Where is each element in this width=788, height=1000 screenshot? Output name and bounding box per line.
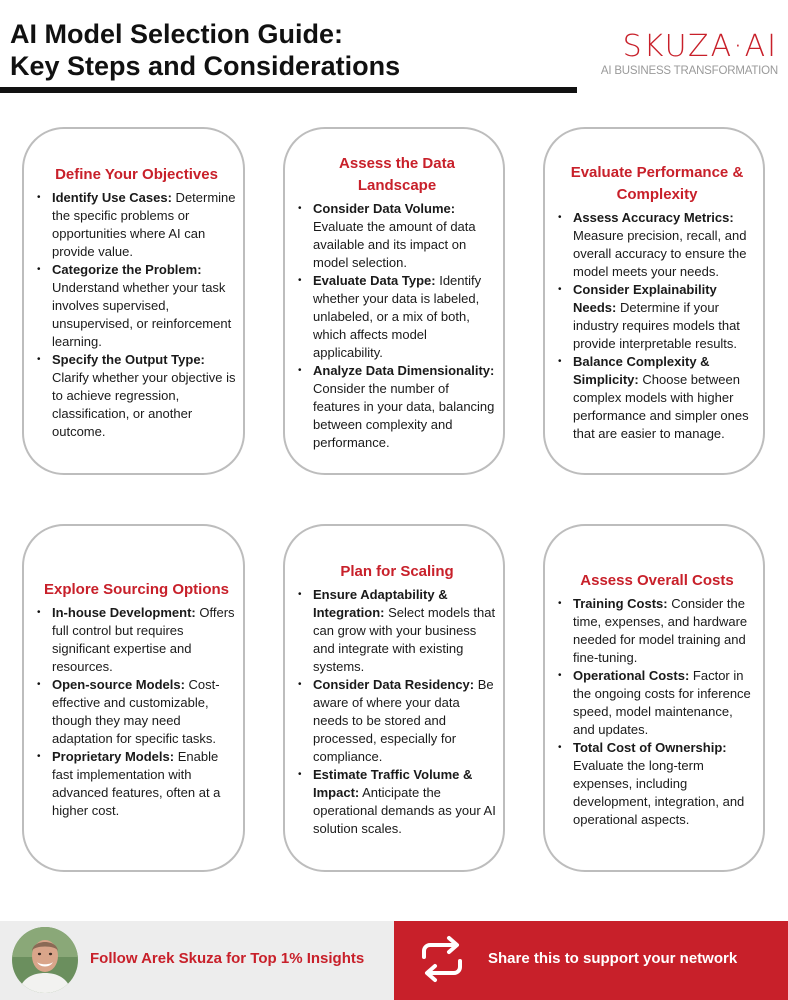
card-performance-complexity	[543, 127, 765, 475]
page-title-line-1: AI Model Selection Guide:	[10, 19, 344, 49]
list-item: • Consider Data Residency: Be aware of where your data needs to be stored and processed, especially for compliance.	[297, 676, 497, 766]
card-sourcing-options	[22, 524, 245, 872]
list-item: • Evaluate Data Type: Identify whether your data is labeled, unlabeled, or a mix of both, which affects model applicability.	[297, 272, 497, 362]
list-item: • Consider Data Volume: Evaluate the amount of data available and its impact on model selection.	[297, 200, 497, 272]
title-underline	[0, 87, 577, 93]
repost-arrows-icon[interactable]	[416, 933, 468, 985]
card-title: Assess the Data Landscape	[339, 155, 455, 194]
list-item: • Balance Complexity & Simplicity: Choose between complex models with higher performance and simpler ones that are easier to manage.	[557, 353, 757, 443]
card-list	[36, 604, 237, 820]
card-list	[297, 586, 497, 838]
card-define-objectives	[22, 127, 245, 475]
page-title	[10, 18, 570, 82]
list-item: • Operational Costs: Factor in the ongoing costs for inference speed, model maintenance, and updates.	[557, 667, 757, 739]
list-item: • Specify the Output Type: Clarify whether your objective is to achieve regression, classification, or another outcome.	[36, 351, 237, 441]
card-title: Explore Sourcing Options	[43, 581, 230, 598]
list-item: • Assess Accuracy Metrics: Measure precision, recall, and overall accuracy to ensure the model meets your needs.	[557, 209, 757, 281]
share-link[interactable]: Share this to support your network	[488, 950, 738, 967]
card-list	[557, 595, 757, 829]
avatar[interactable]	[12, 927, 78, 993]
card-title: Assess Overall Costs	[580, 572, 734, 589]
card-title: Evaluate Performance & Complexity	[570, 164, 744, 203]
list-item: • Ensure Adaptability & Integration: Select models that can grow with your business and integrate with existing systems.	[297, 586, 497, 676]
list-item: • In-house Development: Offers full control but requires significant expertise and resources.	[36, 604, 237, 676]
list-item: • Consider Explainability Needs: Determine if your industry requires models that provide interpretable results.	[557, 281, 757, 353]
card-list	[557, 209, 757, 443]
card-title: Plan for Scaling	[340, 563, 454, 580]
card-list	[297, 200, 497, 452]
list-item: • Training Costs: Consider the time, expenses, and hardware needed for model training and fine-tuning.	[557, 595, 757, 667]
list-item: • Proprietary Models: Enable fast implementation with advanced features, often at a higher cost.	[36, 748, 237, 820]
page-title-line-2: Key Steps and Considerations	[10, 51, 401, 81]
list-item: • Open-source Models: Cost-effective and customizable, though they may need adaptation for specific tasks.	[36, 676, 237, 748]
list-item: • Analyze Data Dimensionality: Consider the number of features in your data, balancing between complexity and performance.	[297, 362, 497, 452]
list-item: • Categorize the Problem: Understand whether your task involves supervised, unsupervised, or reinforcement learning.	[36, 261, 237, 351]
list-item: • Identify Use Cases: Determine the specific problems or opportunities where AI can provide value.	[36, 189, 237, 261]
follow-link[interactable]: Follow Arek Skuza for Top 1% Insights	[90, 950, 365, 967]
card-list	[36, 189, 237, 441]
card-title: Define Your Objectives	[55, 166, 218, 183]
brand-logo	[598, 30, 778, 78]
logo-tagline: AI BUSINESS TRANSFORMATION	[600, 65, 778, 77]
card-overall-costs	[543, 524, 765, 872]
card-data-landscape	[283, 127, 505, 475]
list-item: • Estimate Traffic Volume & Impact: Anticipate the operational demands as your AI solution scales.	[297, 766, 497, 838]
logo-name: SKUZA·AI	[622, 29, 778, 64]
card-plan-scaling	[283, 524, 505, 872]
list-item: • Total Cost of Ownership: Evaluate the long-term expenses, including development, integration, and operational aspects.	[557, 739, 757, 829]
